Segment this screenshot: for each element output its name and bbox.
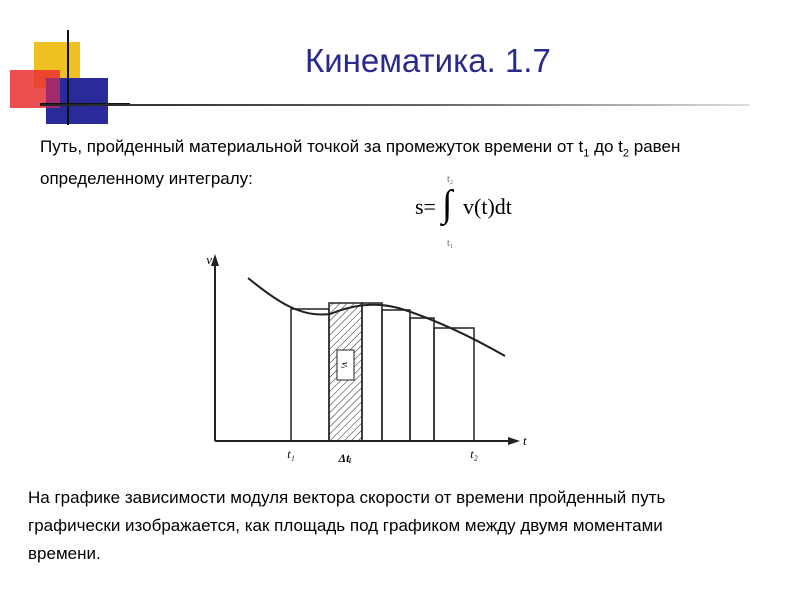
bar-3 bbox=[362, 303, 382, 441]
logo-squares-icon bbox=[0, 0, 130, 130]
bar-4 bbox=[382, 310, 410, 441]
title-divider bbox=[40, 104, 750, 106]
bottom-text: На графике зависимости модуля вектора скорости от времени пройденный путь графически изображается, как площадь под графиком между двумя моментами времени. bbox=[28, 488, 666, 563]
upper-limit: t₂ bbox=[447, 174, 454, 185]
x-axis-label: t bbox=[523, 433, 527, 448]
intro-part-3: равен определенному интегралу: bbox=[40, 137, 681, 189]
bar-6 bbox=[434, 328, 474, 441]
intro-sub-2: 2 bbox=[622, 147, 630, 160]
formula-lhs: s= bbox=[415, 194, 436, 219]
velocity-curve bbox=[248, 278, 505, 356]
dt-label: Δtᵢ bbox=[338, 451, 352, 465]
t2-label: t₂ bbox=[470, 447, 478, 461]
formula-integrand: v(t)dt bbox=[463, 194, 512, 219]
bar-1 bbox=[291, 309, 329, 441]
intro-part-1: Путь, пройденный материальной точкой за промежуток времени от t bbox=[40, 137, 584, 156]
lower-limit: t₁ bbox=[447, 238, 454, 249]
intro-part-2: до t bbox=[589, 137, 623, 156]
velocity-time-graph bbox=[190, 248, 540, 473]
bar-5 bbox=[410, 318, 434, 441]
integral-sign: ∫ bbox=[442, 183, 453, 225]
y-axis-label: v bbox=[206, 252, 212, 267]
x-axis-arrow bbox=[508, 437, 520, 445]
vi-label: vᵢ bbox=[339, 361, 351, 369]
integral-formula bbox=[415, 172, 545, 252]
intro-sub-1: 1 bbox=[583, 147, 590, 160]
t1-label: t₁ bbox=[287, 447, 295, 461]
slide-title: Кинематика. 1.7 bbox=[305, 42, 551, 79]
y-axis-arrow bbox=[211, 254, 219, 266]
